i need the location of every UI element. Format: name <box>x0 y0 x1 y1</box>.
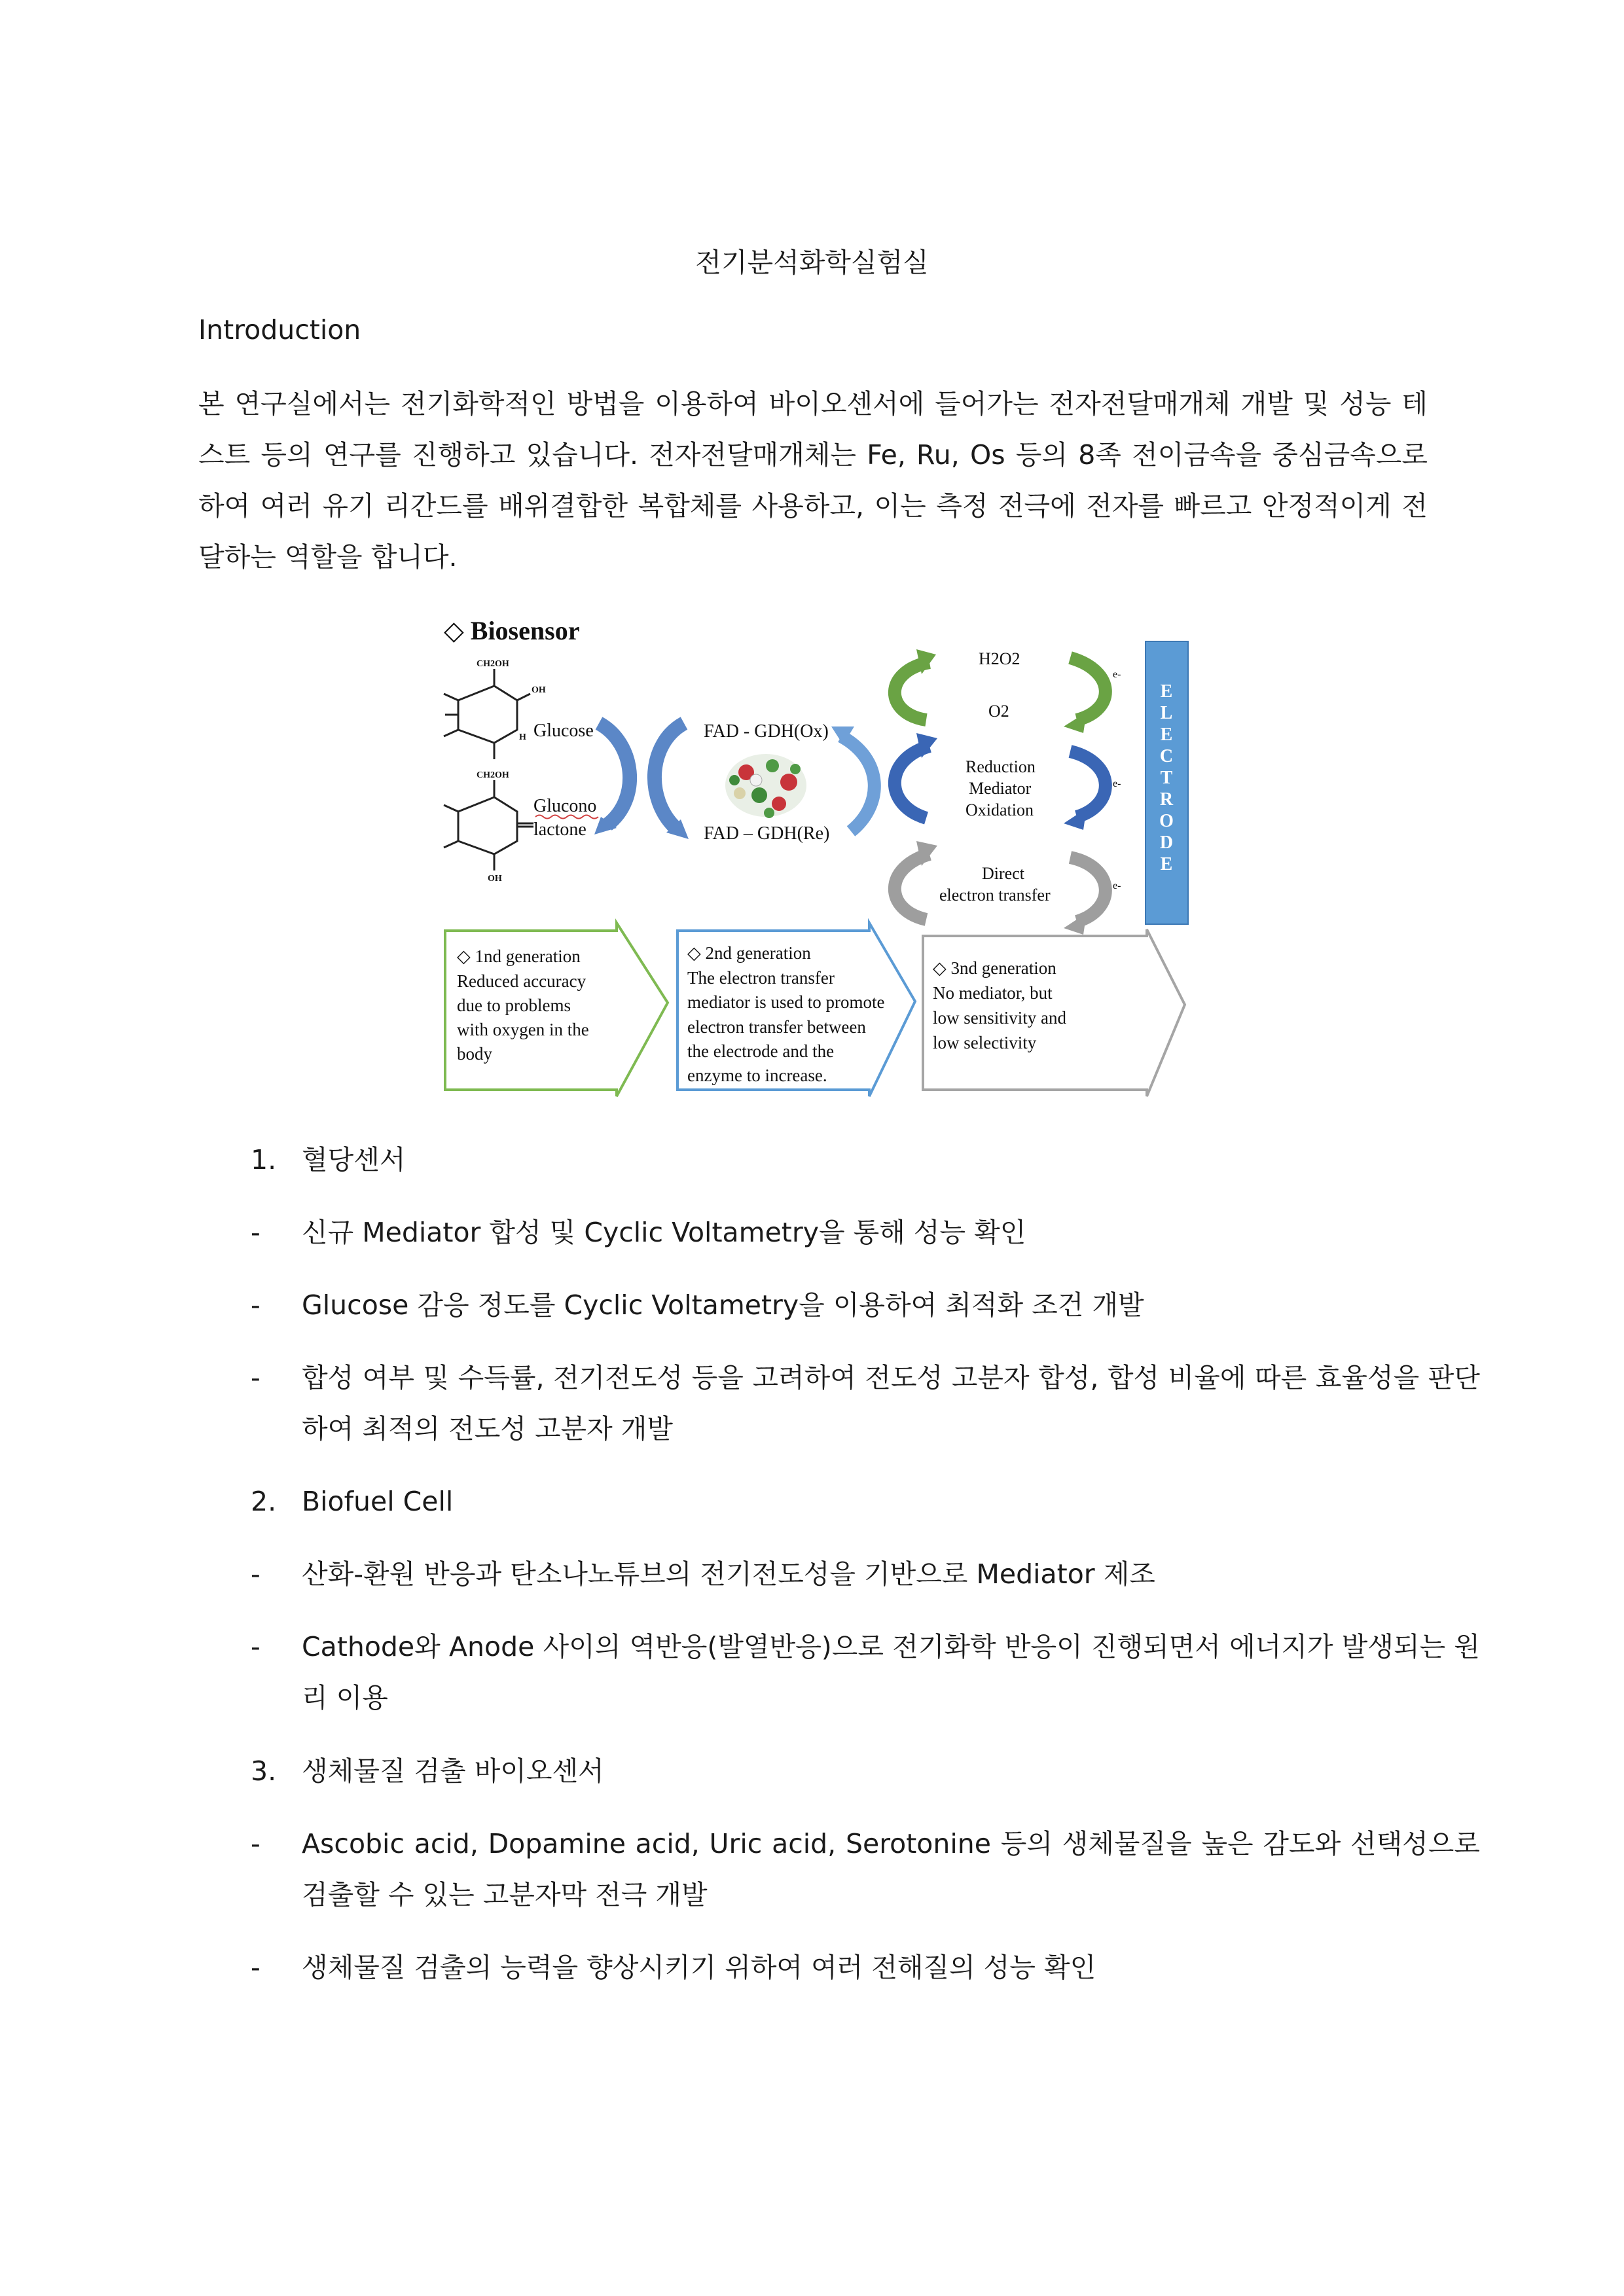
direct-label: Direct <box>982 864 1024 883</box>
list-marker: - <box>251 1217 261 1248</box>
list-text: Cathode와 Anode 사이의 역반응(발열반응)으로 전기화학 반응이 진행되면서 에너지가 발생되는 원리 이용 <box>302 1631 1480 1713</box>
biosensor-figure <box>432 609 1201 1105</box>
list-text: 생체물질 검출의 능력을 향상시키기 위하여 여러 전해질의 성능 확인 <box>302 1952 1096 1983</box>
intro-heading: Introduction <box>198 314 361 346</box>
gen2-heading: ◇ 2nd generation <box>687 943 811 963</box>
mediator-label: Mediator <box>969 779 1032 798</box>
list-marker: 3. <box>251 1755 277 1787</box>
list-marker: 2. <box>251 1486 277 1517</box>
svg-text:E: E <box>1160 725 1173 745</box>
gen2-line: The electron transfer <box>687 968 835 988</box>
electrode-label <box>1159 681 1174 874</box>
svg-text:O: O <box>1159 811 1174 831</box>
list-text: 산화-환원 반응과 탄소나노튜브의 전기전도성을 기반으로 Mediator 제조 <box>302 1558 1155 1590</box>
list-marker: - <box>251 1362 261 1393</box>
electron-label-1: e- <box>1113 669 1121 680</box>
page-title: 전기분석화학실험실 <box>695 247 929 278</box>
svg-text:L: L <box>1160 703 1173 723</box>
list-marker: 1. <box>251 1144 277 1175</box>
electron-label-3: e- <box>1113 880 1121 891</box>
list-text: 합성 여부 및 수득률, 전기전도성 등을 고려하여 전도성 고분자 합성, 합성 비율에 따른 효율성을 판단하여 최적의 전도성 고분자 개발 <box>302 1362 1480 1444</box>
svg-text:C: C <box>1159 746 1174 766</box>
svg-text:R: R <box>1159 789 1174 810</box>
list-marker: - <box>251 1828 261 1859</box>
gen1-line: Reduced accuracy <box>457 971 586 991</box>
gen3-line: low selectivity <box>933 1033 1037 1052</box>
h2o2-label: H2O2 <box>979 649 1020 668</box>
svg-text:D: D <box>1159 833 1174 853</box>
gen1-line: with oxygen in the <box>457 1020 589 1039</box>
glucose-ch2oh-label: CH2OH <box>477 659 509 669</box>
electron-transfer-label: electron transfer <box>939 886 1051 905</box>
list-text: Ascobic acid, Dopamine acid, Uric acid, Serotonine 등의 생체물질을 높은 감도와 선택성으로 검출할 수 있는 고분자막 전극 개발 <box>302 1828 1480 1910</box>
list-marker: - <box>251 1952 261 1983</box>
intro-paragraph: 본 연구실에서는 전기화학적인 방법을 이용하여 바이오센서에 들어가는 전자전달매개체 개발 및 성능 테스트 등의 연구를 진행하고 있습니다. 전자전달매개체는 Fe, Ru, Os 등의 8족 전이금속을 중심금속으로 하여 여러 유기 리간드를 배위결합한 복합체를 사용하고, 이는 측정 전극에 전자를 빠르고 안정적이게 전달하는 역할을 합니다. <box>198 388 1428 573</box>
enzyme-cycle-arrow-icon <box>655 723 684 828</box>
gluconolactone-structure-icon <box>444 780 533 870</box>
gen2-line: the electrode and the <box>687 1041 835 1061</box>
oxidation-arrow-icon <box>599 723 630 825</box>
gen3-heading: ◇ 3nd generation <box>933 958 1056 978</box>
list-text: 신규 Mediator 합성 및 Cyclic Voltametry을 통해 성능 확인 <box>302 1217 1026 1248</box>
list-marker: - <box>251 1289 261 1321</box>
fad-gdh-re-label: FAD – GDH(Re) <box>704 823 830 844</box>
gen1-heading: ◇ 1nd generation <box>457 946 581 966</box>
electron-label-2: e- <box>1113 778 1121 789</box>
svg-text:E: E <box>1160 854 1173 874</box>
glucose-label: Glucose <box>533 721 594 741</box>
list-text: 혈당센서 <box>302 1144 406 1175</box>
list-text: 생체물질 검출 바이오센서 <box>302 1755 604 1787</box>
oxidation-label: Oxidation <box>965 800 1034 819</box>
gluconolactone-ch2oh-label: CH2OH <box>477 770 509 780</box>
glucose-oh-label: OH <box>532 685 546 695</box>
lactone-label: lactone <box>533 819 586 840</box>
gen1-line: body <box>457 1044 492 1064</box>
mediator-cycle-arrow-icon <box>895 746 929 818</box>
gen2-line: mediator is used to promote <box>687 992 885 1012</box>
direct-transfer-arrow-icon <box>895 854 929 920</box>
gen3-line: low sensitivity and <box>933 1008 1066 1028</box>
svg-text:E: E <box>1160 681 1173 702</box>
list-text: Biofuel Cell <box>302 1486 454 1517</box>
list-marker: - <box>251 1558 261 1590</box>
list-text: Glucose 감응 정도를 Cyclic Voltametry을 이용하여 최적화 조건 개발 <box>302 1289 1144 1321</box>
oxygen-cycle-arrow-icon <box>895 662 929 720</box>
glucose-h-label: H <box>519 732 526 742</box>
gluconolactone-oh-label: OH <box>488 874 502 884</box>
o2-label: O2 <box>988 702 1009 721</box>
gen2-line: enzyme to increase. <box>687 1066 827 1085</box>
gen3-line: No mediator, but <box>933 983 1053 1003</box>
list-marker: - <box>251 1631 261 1662</box>
gen1-line: due to problems <box>457 996 571 1015</box>
enzyme-molecule-icon <box>725 754 806 818</box>
figure-title: ◇ Biosensor <box>444 616 580 645</box>
enzyme-to-mediator-arrow-icon <box>841 736 875 831</box>
fad-gdh-ox-label: FAD - GDH(Ox) <box>704 721 829 742</box>
svg-text:T: T <box>1160 768 1173 788</box>
reduction-label: Reduction <box>965 757 1036 776</box>
gen2-line: electron transfer between <box>687 1017 866 1037</box>
glucose-structure-icon <box>444 669 530 759</box>
glucono-label: Glucono <box>533 796 597 816</box>
